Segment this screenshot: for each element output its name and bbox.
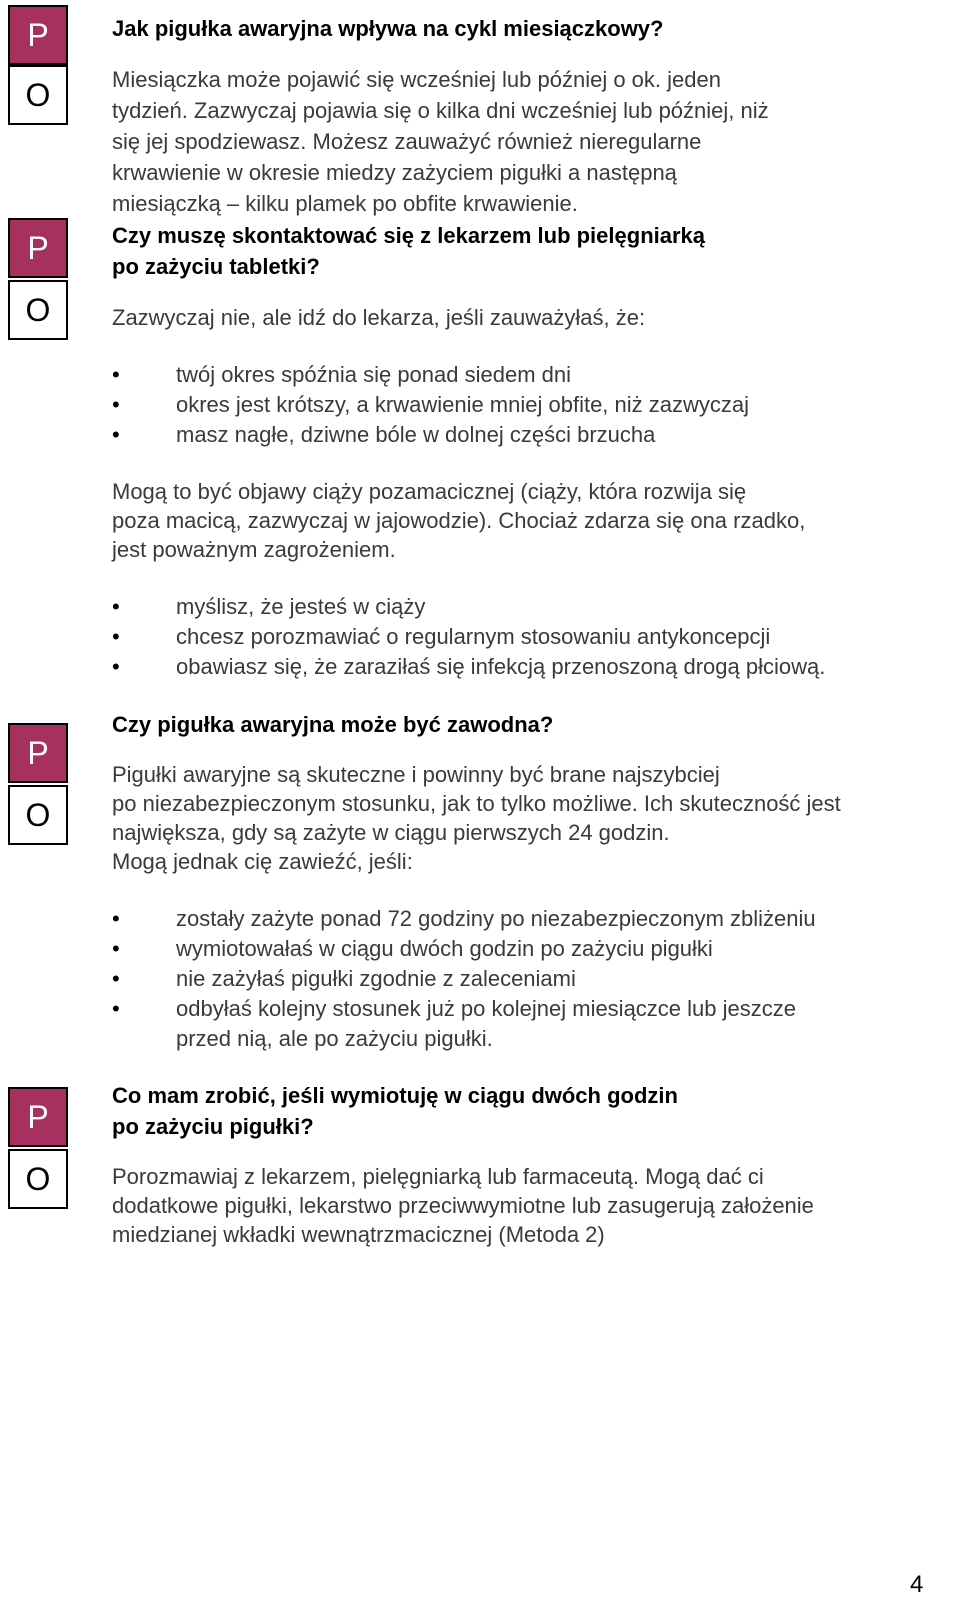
list-item: • okres jest krótszy, a krwawienie mniej obfite, niż zazwyczaj bbox=[112, 390, 749, 420]
list-item: • chcesz porozmawiać o regularnym stosowaniu antykoncepcji bbox=[112, 622, 825, 652]
answer-marker-3: O bbox=[8, 785, 68, 845]
list-item: • nie zażyłaś pigułki zgodnie z zaleceniami bbox=[112, 964, 816, 994]
list-item: • zostały zażyte ponad 72 godziny po niezabezpieczonym zbliżeniu bbox=[112, 904, 816, 934]
list-item: • odbyłaś kolejny stosunek już po kolejnej miesiączce lub jeszcze bbox=[112, 994, 816, 1024]
answer-2-intro: Zazwyczaj nie, ale idź do lekarza, jeśli zauważyłaś, że: bbox=[112, 305, 646, 330]
question-2-heading: Czy muszę skontaktować się z lekarzem lub pielęgniarką po zażyciu tabletki? bbox=[112, 223, 706, 279]
question-marker-3: P bbox=[8, 723, 68, 783]
answer-2-paragraph: Mogą to być objawy ciąży pozamacicznej (ciąży, która rozwija się poza macicą, zazwyczaj w jajowodzie). Chociaż zdarza się ona rzadko, jest poważnym zagrożeniem. bbox=[112, 479, 806, 562]
question-4-heading: Co mam zrobić, jeśli wymiotuję w ciągu dwóch godzin po zażyciu pigułki? bbox=[112, 1083, 678, 1139]
question-3-heading: Czy pigułka awaryjna może być zawodna? bbox=[112, 712, 554, 737]
list-item-continuation: przed nią, ale po zażyciu pigułki. bbox=[176, 1026, 493, 1051]
question-marker-4: P bbox=[8, 1087, 68, 1147]
answer-1-text: Miesiączka może pojawić się wcześniej lub później o ok. jeden tydzień. Zazwyczaj pojawia się o kilka dni wcześniej lub później, niż się jej spodziewasz. Możesz zauważyć również nieregularne krwawienie w okresie miedzy zażyciem pigułki a następną miesiączką – kilku plamek po obfite krwawienie. bbox=[112, 67, 769, 216]
question-1-heading: Jak pigułka awaryjna wpływa na cykl miesiączkowy? bbox=[112, 16, 664, 41]
list-item: • obawiasz się, że zaraziłaś się infekcją przenoszoną drogą płciową. bbox=[112, 652, 825, 682]
answer-2-bullet-list-2 bbox=[112, 592, 825, 682]
list-item: • wymiotowałaś w ciągu dwóch godzin po zażyciu pigułki bbox=[112, 934, 816, 964]
answer-marker-2: O bbox=[8, 280, 68, 340]
answer-2-bullet-list-1 bbox=[112, 360, 749, 450]
answer-3-text: Pigułki awaryjne są skuteczne i powinny być brane najszybciej po niezabezpieczonym stosunku, jak to tylko możliwe. Ich skuteczność jest największa, gdy są zażyte w ciągu pierwszych 24 godzin. Mogą jednak cię zawieźć, jeśli: bbox=[112, 762, 841, 874]
question-marker-1: P bbox=[8, 5, 68, 65]
list-item: • masz nagłe, dziwne bóle w dolnej części brzucha bbox=[112, 420, 749, 450]
answer-marker-1: O bbox=[8, 65, 68, 125]
question-marker-2: P bbox=[8, 218, 68, 278]
answer-marker-4: O bbox=[8, 1149, 68, 1209]
list-item: • myślisz, że jesteś w ciąży bbox=[112, 592, 825, 622]
list-item: • twój okres spóźnia się ponad siedem dni bbox=[112, 360, 749, 390]
page-number: 4 bbox=[910, 1571, 924, 1598]
answer-4-text: Porozmawiaj z lekarzem, pielęgniarką lub farmaceutą. Mogą dać ci dodatkowe pigułki, lekarstwo przeciwwymiotne lub zasugerują założenie miedzianej wkładki wewnątrzmacicznej (Metoda 2) bbox=[112, 1164, 814, 1247]
answer-3-bullet-list bbox=[112, 904, 816, 1054]
